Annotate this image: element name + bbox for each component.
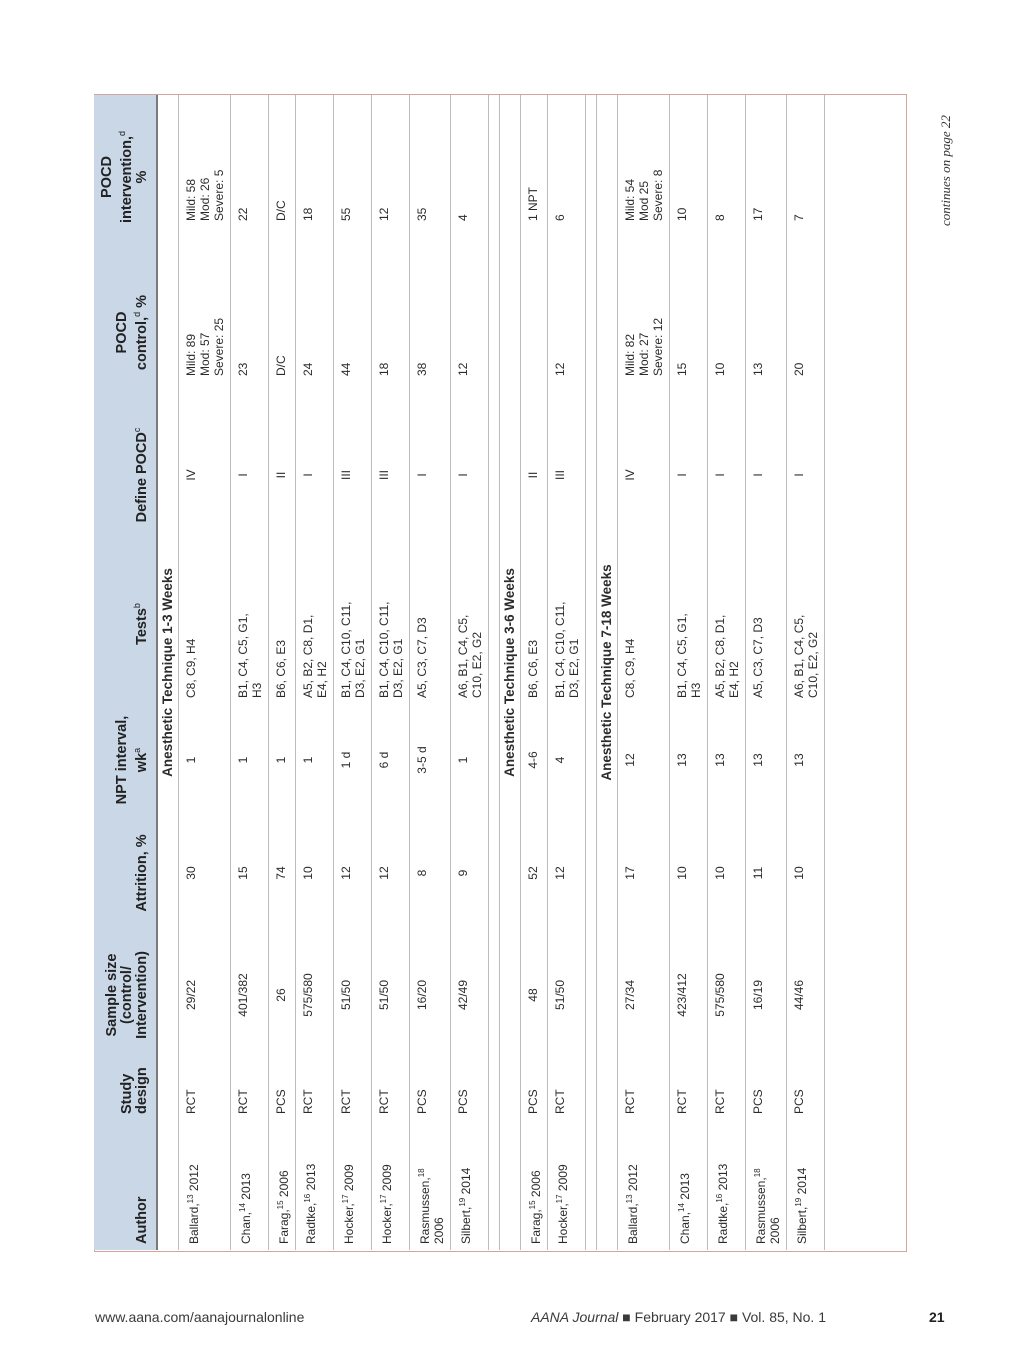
cell-sample-size: 27/34 [617, 930, 669, 1062]
tests-line-2: C10, E2, G2 [469, 631, 484, 698]
pocd-value-line: 44 [338, 362, 353, 376]
cell-pocd-control [409, 261, 450, 406]
cell-npt-interval: 6 d [371, 704, 409, 818]
tests-line-1: B1, C4, C10, C11, [376, 601, 391, 698]
cell-attrition: 12 [547, 818, 585, 930]
cell-study-design: PCS [786, 1062, 824, 1120]
pocd-value-line: 6 [552, 214, 567, 221]
cell-pocd-control [178, 261, 230, 406]
reference-number: 19 [457, 1197, 467, 1207]
tests-line-2: C10, E2, G2 [805, 631, 820, 698]
cell-attrition: 10 [295, 818, 333, 930]
table-row [333, 95, 371, 1250]
author-year-wrapped: 2006 [431, 1217, 446, 1244]
cell-study-design: PCS [268, 1062, 295, 1120]
pocd-value-line: Mod: 27 [636, 332, 651, 376]
table-row [230, 95, 268, 1250]
reference-number: 13 [624, 1194, 634, 1204]
cell-attrition: 10 [669, 818, 707, 930]
cell-define-pocd: I [669, 406, 707, 546]
cell-study-design: RCT [547, 1062, 585, 1120]
table-row [268, 95, 295, 1250]
tests-line-1: B1, C4, C5, G1, [235, 613, 250, 698]
table-row [617, 95, 669, 1250]
cell-attrition: 8 [409, 818, 450, 930]
cell-study-design: PCS [409, 1062, 450, 1120]
section-title: Anesthetic Technique 3-6 Weeks [499, 95, 520, 1250]
cell-pocd-intervention [295, 95, 333, 261]
cell-author [409, 1120, 450, 1250]
tests-line-2: D3, E2, G1 [390, 638, 405, 698]
cell-author [268, 1120, 295, 1250]
tests-line-2: E4, H2 [726, 661, 741, 698]
reference-number: 14 [676, 1203, 686, 1212]
cell-sample-size: 26 [268, 930, 295, 1062]
table-row [707, 95, 745, 1250]
header-attrition: Attrition, % [94, 818, 157, 930]
tests-line-1: A5, B2, C8, D1, [712, 614, 727, 698]
section-title: Anesthetic Technique 1-3 Weeks [157, 95, 179, 1250]
author-name: Ballard, [625, 1203, 640, 1244]
cell-attrition: 74 [268, 818, 295, 930]
header-define-pocd: Define POCD$^c$ [94, 406, 157, 546]
cell-npt-interval: 1 [295, 704, 333, 818]
cell-tests [520, 546, 547, 704]
cell-npt-interval: 1 [230, 704, 268, 818]
pocd-value-line: Mod 25 [636, 180, 651, 221]
cell-author [371, 1120, 409, 1250]
cell-tests [707, 546, 745, 704]
header-pocd-intervention: POCD intervention,$^d$ % [94, 95, 157, 261]
tests-line-2: D3, E2, G1 [352, 638, 367, 698]
author-name: Radtke, [715, 1202, 730, 1244]
cell-sample-size: 575/580 [295, 930, 333, 1062]
cell-author [178, 1120, 230, 1250]
tests-line-1: B1, C4, C10, C11, [552, 601, 567, 698]
tests-line-2: D3, E2, G1 [566, 638, 581, 698]
header-pocd-control: POCD control,$^d$ % [94, 261, 157, 406]
pocd-value-line: Mild: 58 [183, 178, 198, 221]
cell-npt-interval: 12 [617, 704, 669, 818]
author-name: Hocker, [555, 1203, 570, 1244]
cell-sample-size: 29/22 [178, 930, 230, 1062]
pocd-value-line: 12 [376, 207, 391, 221]
cell-study-design: RCT [178, 1062, 230, 1120]
cell-sample-size: 44/46 [786, 930, 824, 1062]
author-name: Ballard, [186, 1203, 201, 1244]
tests-line-1: A5, B2, C8, D1, [300, 614, 315, 698]
cell-study-design: RCT [333, 1062, 371, 1120]
cell-pocd-intervention [745, 95, 786, 261]
cell-author [230, 1120, 268, 1250]
cell-pocd-control [707, 261, 745, 406]
cell-author [707, 1120, 745, 1250]
pocd-value-line: 24 [300, 362, 315, 376]
cell-define-pocd: I [409, 406, 450, 546]
table-header-row [94, 95, 157, 1250]
cell-pocd-control [230, 261, 268, 406]
table-row [409, 95, 450, 1250]
reference-number: 17 [340, 1194, 350, 1204]
author-name: Radtke, [303, 1202, 318, 1244]
cell-define-pocd: I [707, 406, 745, 546]
pocd-value-line: 18 [376, 362, 391, 376]
author-year: 2013 [677, 1173, 692, 1204]
rotated-table-container [94, 95, 904, 1250]
cell-study-design: PCS [450, 1062, 488, 1120]
reference-number: 17 [554, 1194, 564, 1204]
page-footer [0, 1309, 1024, 1329]
cell-define-pocd: I [786, 406, 824, 546]
cell-pocd-control [617, 261, 669, 406]
cell-attrition: 10 [707, 818, 745, 930]
pocd-value-line: 1 NPT [525, 186, 540, 221]
reference-number: 15 [275, 1200, 285, 1210]
reference-number: 13 [185, 1194, 195, 1204]
cell-npt-interval: 13 [745, 704, 786, 818]
pocd-value-line: Mild: 54 [622, 178, 637, 221]
cell-npt-interval: 1 [268, 704, 295, 818]
cell-sample-size: 48 [520, 930, 547, 1062]
pocd-value-line: D/C [273, 200, 288, 221]
section-heading-row [157, 95, 179, 1250]
cell-pocd-control [268, 261, 295, 406]
cell-define-pocd: I [230, 406, 268, 546]
cell-author [617, 1120, 669, 1250]
cell-define-pocd: I [295, 406, 333, 546]
author-year: 2014 [458, 1167, 473, 1198]
author-year: 2012 [186, 1164, 201, 1195]
tests-line-2: H3 [688, 682, 703, 698]
reference-number: 15 [527, 1200, 537, 1210]
cell-sample-size: 575/580 [707, 930, 745, 1062]
tests-line-2: E4, H2 [314, 661, 329, 698]
cell-sample-size: 51/50 [333, 930, 371, 1062]
table-row [295, 95, 333, 1250]
cell-npt-interval: 1 [178, 704, 230, 818]
cell-pocd-intervention [333, 95, 371, 261]
cell-attrition: 12 [371, 818, 409, 930]
cell-tests [547, 546, 585, 704]
reference-number: 16 [302, 1193, 312, 1203]
cell-tests [178, 546, 230, 704]
pocd-value-line: Severe: 8 [650, 169, 665, 221]
cell-attrition: 9 [450, 818, 488, 930]
tests-line-2: H3 [249, 682, 264, 698]
header-tests: Tests$^b$ [94, 546, 157, 704]
cell-author [450, 1120, 488, 1250]
pocd-value-line: Mild: 89 [183, 333, 198, 376]
cell-sample-size: 51/50 [547, 930, 585, 1062]
cell-npt-interval: 13 [786, 704, 824, 818]
pocd-value-line: 12 [455, 362, 470, 376]
pocd-value-line: Severe: 12 [650, 317, 665, 376]
cell-pocd-control [295, 261, 333, 406]
cell-attrition: 52 [520, 818, 547, 930]
cell-author [333, 1120, 371, 1250]
cell-study-design: PCS [520, 1062, 547, 1120]
section-heading-row [499, 95, 520, 1250]
cell-study-design: RCT [230, 1062, 268, 1120]
author-year: 2009 [341, 1164, 356, 1195]
tests-line-1: A5, C3, C7, D3 [414, 617, 429, 698]
author-name: Rasmussen, [753, 1177, 768, 1244]
spacer-cell [585, 95, 596, 1250]
continues-text: continues on page 22 [938, 115, 953, 226]
table-row [547, 95, 585, 1250]
pocd-value-line: Severe: 5 [211, 169, 226, 221]
author-year: 2013 [238, 1173, 253, 1204]
cell-sample-size: 423/412 [669, 930, 707, 1062]
cell-pocd-control [450, 261, 488, 406]
pocd-value-line: 20 [791, 362, 806, 376]
table-row [450, 95, 488, 1250]
page-number: 21 [929, 1309, 945, 1325]
header-sample-size: Sample size (control/ Intervention) [94, 930, 157, 1062]
cell-study-design: RCT [617, 1062, 669, 1120]
cell-pocd-control [520, 261, 547, 406]
pocd-value-line: 23 [235, 362, 250, 376]
cell-study-design: RCT [707, 1062, 745, 1120]
study-table [94, 95, 825, 1250]
cell-sample-size: 51/50 [371, 930, 409, 1062]
tests-line-1: A6, B1, C4, C5, [791, 614, 806, 698]
cell-pocd-intervention [707, 95, 745, 261]
cell-attrition: 30 [178, 818, 230, 930]
cell-pocd-intervention [178, 95, 230, 261]
author-name: Silbert, [458, 1206, 473, 1244]
cell-npt-interval: 3-5 d [409, 704, 450, 818]
footer-journal [531, 1309, 826, 1325]
cell-tests [450, 546, 488, 704]
reference-number: 17 [378, 1194, 388, 1204]
cell-tests [295, 546, 333, 704]
table-row [745, 95, 786, 1250]
tests-line-1: C8, C9, H4 [622, 638, 637, 698]
pocd-value-line: 8 [712, 214, 727, 221]
cell-tests [333, 546, 371, 704]
cell-define-pocd: III [333, 406, 371, 546]
cell-tests [745, 546, 786, 704]
cell-define-pocd: III [547, 406, 585, 546]
cell-sample-size: 16/19 [745, 930, 786, 1062]
pocd-value-line: 35 [414, 207, 429, 221]
pocd-value-line: 7 [791, 214, 806, 221]
author-name: Silbert, [794, 1206, 809, 1244]
header-npt-interval: NPT interval, $wk^a$ [94, 704, 157, 818]
cell-npt-interval: 1 d [333, 704, 371, 818]
author-year-wrapped: 2006 [767, 1217, 782, 1244]
cell-study-design: PCS [745, 1062, 786, 1120]
reference-number: 18 [752, 1168, 762, 1178]
journal-name: AANA Journal [531, 1309, 619, 1325]
pocd-value-line: 15 [674, 362, 689, 376]
cell-sample-size: 42/49 [450, 930, 488, 1062]
author-year: 2013 [303, 1163, 318, 1194]
section-spacer [488, 95, 499, 1250]
author-year: 2006 [276, 1170, 291, 1201]
pocd-value-line: 12 [552, 362, 567, 376]
cell-npt-interval: 4 [547, 704, 585, 818]
cell-define-pocd: IV [617, 406, 669, 546]
author-year: 2012 [625, 1164, 640, 1195]
cell-pocd-intervention [268, 95, 295, 261]
tests-line-1: A5, C3, C7, D3 [750, 617, 765, 698]
pocd-value-line: 10 [712, 362, 727, 376]
cell-author [547, 1120, 585, 1250]
footer-url[interactable]: www.aana.com/aanajournalonline [95, 1309, 305, 1325]
cell-study-design: RCT [295, 1062, 333, 1120]
cell-pocd-intervention [409, 95, 450, 261]
tests-line-1: B1, C4, C10, C11, [338, 601, 353, 698]
author-year: 2009 [379, 1164, 394, 1195]
header-study-design: Study design [94, 1062, 157, 1120]
pocd-value-line: Severe: 25 [211, 317, 226, 376]
cell-author [745, 1120, 786, 1250]
table-row [371, 95, 409, 1250]
tests-line-1: B6, C6, E3 [525, 639, 540, 698]
cell-define-pocd: II [520, 406, 547, 546]
cell-tests [669, 546, 707, 704]
cell-sample-size: 16/20 [409, 930, 450, 1062]
pocd-value-line: D/C [273, 355, 288, 376]
reference-number: 19 [793, 1197, 803, 1207]
cell-author [520, 1120, 547, 1250]
spacer-cell [488, 95, 499, 1250]
reference-number: 16 [714, 1193, 724, 1203]
author-name: Chan, [238, 1211, 253, 1244]
pocd-value-line: 10 [674, 207, 689, 221]
pocd-value-line: 17 [750, 207, 765, 221]
cell-npt-interval: 13 [707, 704, 745, 818]
tests-line-1: A6, B1, C4, C5, [455, 614, 470, 698]
cell-define-pocd: IV [178, 406, 230, 546]
pocd-value-line: 38 [414, 362, 429, 376]
cell-study-design: RCT [371, 1062, 409, 1120]
author-name: Hocker, [341, 1203, 356, 1244]
cell-npt-interval: 4-6 [520, 704, 547, 818]
author-year: 2014 [794, 1167, 809, 1198]
reference-number: 18 [416, 1168, 426, 1178]
cell-author [786, 1120, 824, 1250]
cell-tests [371, 546, 409, 704]
cell-attrition: 10 [786, 818, 824, 930]
cell-define-pocd: I [745, 406, 786, 546]
pocd-value-line: Mild: 82 [622, 333, 637, 376]
tests-line-1: C8, C9, H4 [183, 638, 198, 698]
table-row [178, 95, 230, 1250]
author-year: 2006 [528, 1170, 543, 1201]
cell-pocd-intervention [786, 95, 824, 261]
author-name: Rasmussen, [417, 1177, 432, 1244]
pocd-value-line: Mod: 26 [197, 177, 212, 221]
cell-study-design: RCT [669, 1062, 707, 1120]
header-author: Author [94, 1120, 157, 1250]
cell-pocd-intervention [669, 95, 707, 261]
pocd-value-line: 13 [750, 362, 765, 376]
cell-tests [230, 546, 268, 704]
author-year: 2009 [555, 1164, 570, 1195]
cell-attrition: 11 [745, 818, 786, 930]
cell-tests [268, 546, 295, 704]
cell-pocd-control [547, 261, 585, 406]
cell-author [669, 1120, 707, 1250]
table-row [786, 95, 824, 1250]
author-name: Chan, [677, 1211, 692, 1244]
cell-sample-size: 401/382 [230, 930, 268, 1062]
cell-define-pocd: I [450, 406, 488, 546]
cell-tests [617, 546, 669, 704]
cell-attrition: 12 [333, 818, 371, 930]
cell-pocd-intervention [230, 95, 268, 261]
cell-pocd-intervention [450, 95, 488, 261]
author-name: Hocker, [379, 1203, 394, 1244]
cell-pocd-control [745, 261, 786, 406]
cell-define-pocd: III [371, 406, 409, 546]
cell-pocd-control [669, 261, 707, 406]
pocd-value-line: 55 [338, 207, 353, 221]
cell-attrition: 17 [617, 818, 669, 930]
cell-tests [409, 546, 450, 704]
cell-attrition: 15 [230, 818, 268, 930]
pocd-value-line: 22 [235, 207, 250, 221]
cell-pocd-control [333, 261, 371, 406]
cell-pocd-control [786, 261, 824, 406]
cell-author [295, 1120, 333, 1250]
cell-pocd-intervention [617, 95, 669, 261]
section-spacer [585, 95, 596, 1250]
cell-pocd-control [371, 261, 409, 406]
pocd-value-line: 4 [455, 214, 470, 221]
author-name: Farag, [276, 1209, 291, 1244]
cell-pocd-intervention [371, 95, 409, 261]
cell-npt-interval: 13 [669, 704, 707, 818]
author-name: Farag, [528, 1209, 543, 1244]
pocd-value-line: Mod: 57 [197, 332, 212, 376]
author-year: 2013 [715, 1163, 730, 1194]
reference-number: 14 [237, 1203, 247, 1212]
cell-pocd-intervention [547, 95, 585, 261]
section-title: Anesthetic Technique 7-18 Weeks [596, 95, 617, 1250]
cell-define-pocd: II [268, 406, 295, 546]
cell-pocd-intervention [520, 95, 547, 261]
journal-issue: ■ February 2017 ■ Vol. 85, No. 1 [618, 1309, 827, 1325]
cell-npt-interval: 1 [450, 704, 488, 818]
pocd-value-line: 18 [300, 207, 315, 221]
table-row [669, 95, 707, 1250]
table-row [520, 95, 547, 1250]
section-heading-row [596, 95, 617, 1250]
tests-line-1: B6, C6, E3 [273, 639, 288, 698]
tests-line-1: B1, C4, C5, G1, [674, 613, 689, 698]
cell-tests [786, 546, 824, 704]
